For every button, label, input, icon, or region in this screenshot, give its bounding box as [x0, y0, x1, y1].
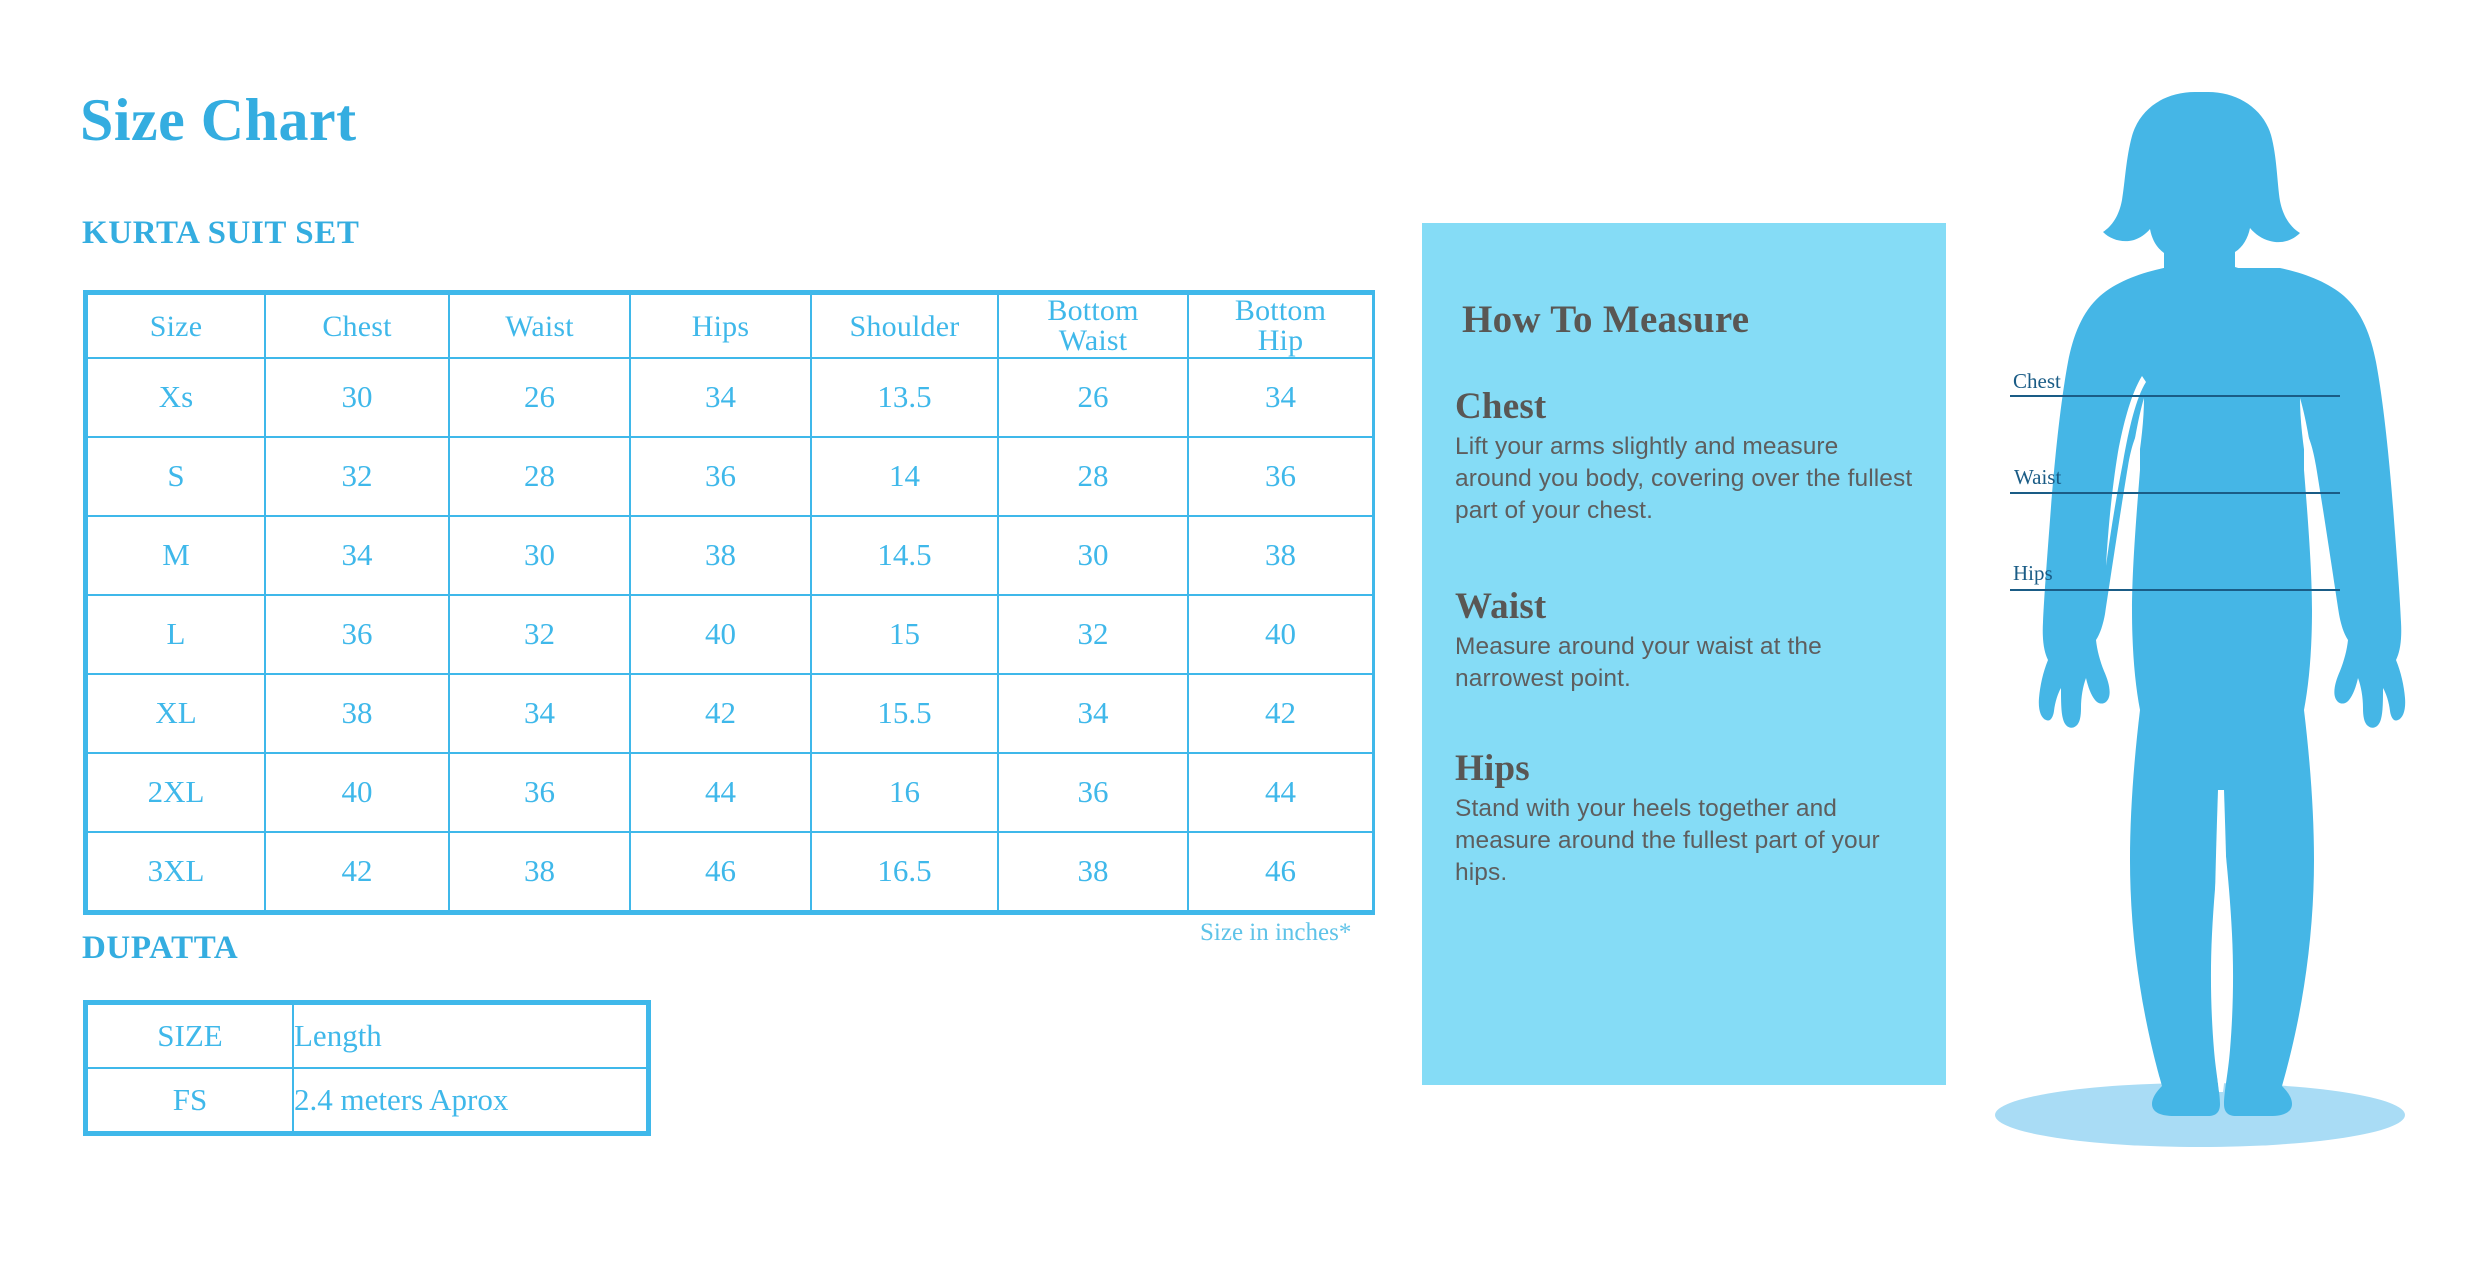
- cell-waist: 36: [449, 753, 630, 832]
- cell-size: XL: [87, 674, 265, 753]
- cell-waist: 38: [449, 832, 630, 911]
- cell-chest: 42: [265, 832, 449, 911]
- size-unit-note: Size in inches*: [1200, 919, 1352, 946]
- cell-bottom-hip: 44: [1188, 753, 1373, 832]
- cell-bottom-hip: 42: [1188, 674, 1373, 753]
- cell-bottom-hip: 36: [1188, 437, 1373, 516]
- column-header-bottom-hip: Bottom Hip: [1188, 294, 1373, 358]
- kurta-suit-set-heading: KURTA SUIT SET: [82, 215, 360, 251]
- measure-section-chest: [1455, 388, 1915, 527]
- cell-hips: 40: [630, 595, 811, 674]
- column-header-waist: Waist: [449, 294, 630, 358]
- cell-waist: 34: [449, 674, 630, 753]
- cell-size: Xs: [87, 358, 265, 437]
- table-row: [87, 674, 1373, 753]
- figure-label-waist: Waist: [2014, 465, 2062, 489]
- figure-rule-chest: [2010, 395, 2340, 397]
- body-figure-illustration: [1960, 0, 2481, 1283]
- cell-waist: 28: [449, 437, 630, 516]
- table-header-row: [87, 294, 1373, 358]
- cell-size: 2XL: [87, 753, 265, 832]
- table-header-row: [87, 1004, 647, 1068]
- table-row: [87, 437, 1373, 516]
- figure-head-hair: [2103, 92, 2300, 286]
- cell-bottom-waist: 30: [998, 516, 1188, 595]
- column-header-dupatta-size: SIZE: [87, 1004, 293, 1068]
- figure-label-chest: Chest: [2013, 369, 2061, 393]
- cell-hips: 38: [630, 516, 811, 595]
- cell-hips: 42: [630, 674, 811, 753]
- cell-bottom-hip: 40: [1188, 595, 1373, 674]
- table-row: [87, 1068, 647, 1132]
- cell-hips: 36: [630, 437, 811, 516]
- cell-bottom-hip: 46: [1188, 832, 1373, 911]
- table-row: [87, 595, 1373, 674]
- column-header-hips: Hips: [630, 294, 811, 358]
- female-silhouette-icon: [1960, 0, 2481, 1283]
- column-header-chest: Chest: [265, 294, 449, 358]
- figure-rule-hips: [2010, 589, 2340, 591]
- cell-waist: 30: [449, 516, 630, 595]
- cell-hips: 44: [630, 753, 811, 832]
- how-to-measure-title: How To Measure: [1462, 298, 1750, 341]
- measure-section-hips-text: Stand with your heels together and measure around the fullest part of your hips.: [1455, 795, 1880, 886]
- table-row: [87, 516, 1373, 595]
- cell-waist: 32: [449, 595, 630, 674]
- cell-bottom-waist: 34: [998, 674, 1188, 753]
- cell-size: M: [87, 516, 265, 595]
- measure-section-waist-heading: Waist: [1455, 586, 1547, 627]
- cell-bottom-waist: 36: [998, 753, 1188, 832]
- cell-shoulder: 15: [811, 595, 998, 674]
- figure-label-hips: Hips: [2013, 561, 2053, 585]
- cell-dupatta-size: FS: [87, 1068, 293, 1132]
- cell-shoulder: 13.5: [811, 358, 998, 437]
- measure-section-chest-heading: Chest: [1455, 386, 1547, 427]
- cell-chest: 40: [265, 753, 449, 832]
- cell-size: S: [87, 437, 265, 516]
- measure-section-hips-heading: Hips: [1455, 748, 1530, 789]
- dupatta-size-table: [83, 1000, 651, 1136]
- cell-size: 3XL: [87, 832, 265, 911]
- cell-chest: 34: [265, 516, 449, 595]
- column-header-shoulder: Shoulder: [811, 294, 998, 358]
- cell-shoulder: 16: [811, 753, 998, 832]
- table-row: [87, 832, 1373, 911]
- cell-bottom-waist: 26: [998, 358, 1188, 437]
- cell-chest: 32: [265, 437, 449, 516]
- cell-bottom-waist: 38: [998, 832, 1188, 911]
- cell-size: L: [87, 595, 265, 674]
- column-header-size: Size: [87, 294, 265, 358]
- measure-section-waist-text: Measure around your waist at the narrowest point.: [1455, 633, 1822, 692]
- measure-section-chest-text: Lift your arms slightly and measure around you body, covering over the fullest part of your chest.: [1455, 433, 1913, 524]
- table-row: [87, 358, 1373, 437]
- page-title: Size Chart: [80, 87, 357, 153]
- cell-bottom-hip: 34: [1188, 358, 1373, 437]
- dupatta-heading: DUPATTA: [82, 930, 239, 966]
- cell-hips: 46: [630, 832, 811, 911]
- column-header-dupatta-length: Length: [293, 1004, 647, 1068]
- cell-shoulder: 14: [811, 437, 998, 516]
- cell-bottom-waist: 32: [998, 595, 1188, 674]
- column-header-bottom-waist: Bottom Waist: [998, 294, 1188, 358]
- cell-chest: 36: [265, 595, 449, 674]
- cell-bottom-waist: 28: [998, 437, 1188, 516]
- cell-dupatta-length: 2.4 meters Aprox: [293, 1068, 647, 1132]
- measure-section-hips: [1455, 750, 1915, 889]
- cell-shoulder: 14.5: [811, 516, 998, 595]
- measure-section-waist: [1455, 588, 1915, 695]
- how-to-measure-panel: [1422, 223, 1946, 1085]
- kurta-size-table: [83, 290, 1375, 915]
- cell-waist: 26: [449, 358, 630, 437]
- cell-bottom-hip: 38: [1188, 516, 1373, 595]
- cell-chest: 30: [265, 358, 449, 437]
- table-row: [87, 753, 1373, 832]
- cell-chest: 38: [265, 674, 449, 753]
- figure-rule-waist: [2010, 492, 2340, 494]
- cell-shoulder: 15.5: [811, 674, 998, 753]
- cell-shoulder: 16.5: [811, 832, 998, 911]
- cell-hips: 34: [630, 358, 811, 437]
